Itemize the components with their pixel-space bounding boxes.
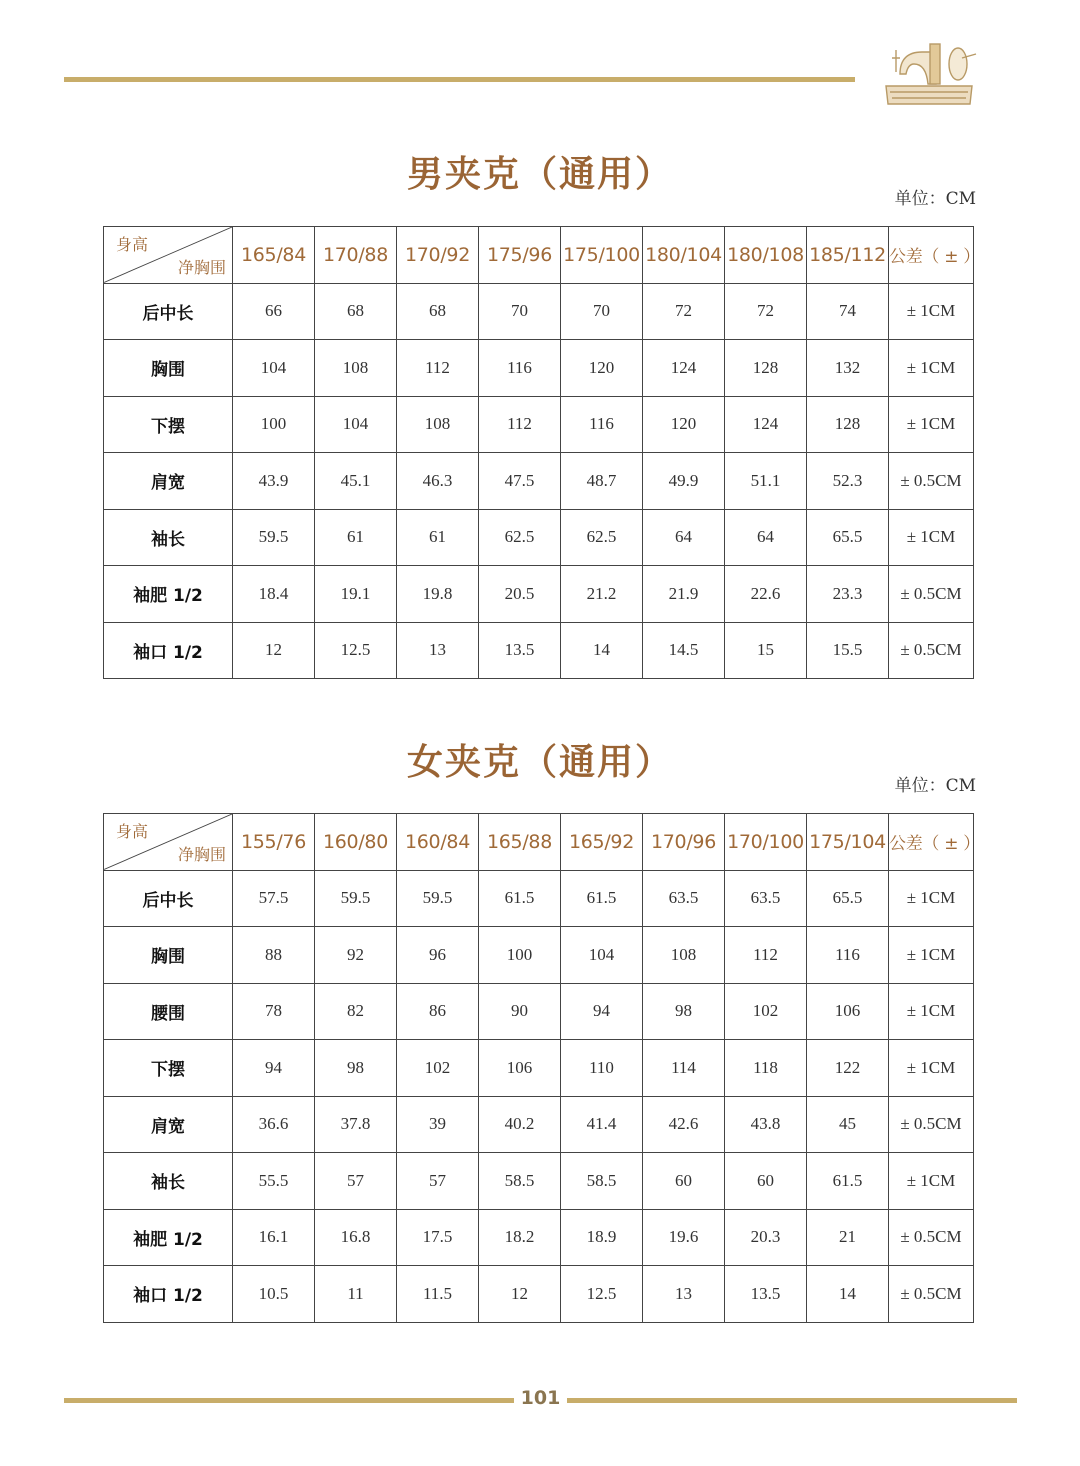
measurement-cell: 21	[807, 1209, 889, 1266]
womens-table-body	[104, 870, 974, 1322]
measurement-cell: 61	[397, 509, 479, 566]
measurement-cell: 106	[479, 1040, 561, 1097]
measurement-cell: 19.6	[643, 1209, 725, 1266]
tolerance-cell: ± 0.5CM	[889, 1266, 974, 1323]
measurement-cell: 114	[643, 1040, 725, 1097]
measurement-cell: 74	[807, 283, 889, 340]
row-label: 袖肥 1/2	[104, 1209, 233, 1266]
measurement-cell: 61.5	[561, 870, 643, 927]
measurement-cell: 14	[561, 622, 643, 679]
column-header: 185/112	[807, 227, 889, 284]
measurement-cell: 116	[807, 927, 889, 984]
measurement-cell: 13	[643, 1266, 725, 1323]
measurement-cell: 62.5	[479, 509, 561, 566]
corner-label-chest: 净胸围	[177, 844, 226, 864]
column-header: 165/88	[479, 814, 561, 871]
row-label: 腰围	[104, 983, 233, 1040]
measurement-cell: 57	[397, 1153, 479, 1210]
measurement-cell: 14.5	[643, 622, 725, 679]
column-header: 175/100	[561, 227, 643, 284]
measurement-cell: 48.7	[561, 453, 643, 510]
table-row	[104, 396, 974, 453]
tolerance-cell: ± 1CM	[889, 396, 974, 453]
measurement-cell: 63.5	[725, 870, 807, 927]
row-label: 后中长	[104, 283, 233, 340]
table-row	[104, 566, 974, 623]
measurement-cell: 52.3	[807, 453, 889, 510]
measurement-cell: 98	[643, 983, 725, 1040]
row-label: 肩宽	[104, 453, 233, 510]
measurement-cell: 88	[233, 927, 315, 984]
measurement-cell: 60	[643, 1153, 725, 1210]
measurement-cell: 20.3	[725, 1209, 807, 1266]
measurement-cell: 16.1	[233, 1209, 315, 1266]
row-label: 后中长	[104, 870, 233, 927]
measurement-cell: 104	[315, 396, 397, 453]
measurement-cell: 59.5	[315, 870, 397, 927]
row-label: 袖长	[104, 509, 233, 566]
measurement-cell: 66	[233, 283, 315, 340]
measurement-cell: 57	[315, 1153, 397, 1210]
measurement-cell: 45	[807, 1096, 889, 1153]
measurement-cell: 40.2	[479, 1096, 561, 1153]
footer-rule-left	[64, 1398, 514, 1403]
measurement-cell: 106	[807, 983, 889, 1040]
measurement-cell: 21.9	[643, 566, 725, 623]
column-header: 180/104	[643, 227, 725, 284]
measurement-cell: 13.5	[725, 1266, 807, 1323]
measurement-cell: 72	[725, 283, 807, 340]
corner-label-chest: 净胸围	[177, 257, 226, 277]
measurement-cell: 46.3	[397, 453, 479, 510]
tolerance-cell: ± 1CM	[889, 509, 974, 566]
tolerance-column-header: 公差（ ± ）	[889, 227, 974, 284]
measurement-cell: 22.6	[725, 566, 807, 623]
measurement-cell: 104	[561, 927, 643, 984]
measurement-cell: 19.1	[315, 566, 397, 623]
measurement-cell: 72	[643, 283, 725, 340]
measurement-cell: 18.9	[561, 1209, 643, 1266]
measurement-cell: 37.8	[315, 1096, 397, 1153]
measurement-cell: 12.5	[315, 622, 397, 679]
measurement-cell: 100	[233, 396, 315, 453]
corner-header-cell	[104, 227, 233, 284]
measurement-cell: 124	[643, 340, 725, 397]
tolerance-cell: ± 1CM	[889, 340, 974, 397]
table-row	[104, 622, 974, 679]
measurement-cell: 12	[479, 1266, 561, 1323]
table-row	[104, 1153, 974, 1210]
measurement-cell: 47.5	[479, 453, 561, 510]
column-header: 175/104	[807, 814, 889, 871]
column-header: 160/84	[397, 814, 479, 871]
measurement-cell: 16.8	[315, 1209, 397, 1266]
measurement-cell: 20.5	[479, 566, 561, 623]
measurement-cell: 86	[397, 983, 479, 1040]
table-row	[104, 1266, 974, 1323]
measurement-cell: 51.1	[725, 453, 807, 510]
measurement-cell: 108	[315, 340, 397, 397]
tolerance-cell: ± 1CM	[889, 1040, 974, 1097]
measurement-cell: 60	[725, 1153, 807, 1210]
measurement-cell: 12.5	[561, 1266, 643, 1323]
column-header: 170/88	[315, 227, 397, 284]
column-header: 165/92	[561, 814, 643, 871]
column-header: 170/100	[725, 814, 807, 871]
table-row	[104, 870, 974, 927]
measurement-cell: 12	[233, 622, 315, 679]
tolerance-cell: ± 1CM	[889, 927, 974, 984]
table-header-row	[104, 227, 974, 284]
measurement-cell: 21.2	[561, 566, 643, 623]
row-label: 袖口 1/2	[104, 1266, 233, 1323]
column-header: 170/96	[643, 814, 725, 871]
mens-jacket-size-table	[103, 226, 980, 679]
measurement-cell: 43.8	[725, 1096, 807, 1153]
tolerance-cell: ± 1CM	[889, 983, 974, 1040]
measurement-cell: 23.3	[807, 566, 889, 623]
table-row	[104, 509, 974, 566]
measurement-cell: 94	[561, 983, 643, 1040]
column-header: 165/84	[233, 227, 315, 284]
table-row	[104, 1040, 974, 1097]
tolerance-cell: ± 0.5CM	[889, 1096, 974, 1153]
measurement-cell: 82	[315, 983, 397, 1040]
table-row	[104, 1096, 974, 1153]
measurement-cell: 100	[479, 927, 561, 984]
measurement-cell: 13	[397, 622, 479, 679]
measurement-cell: 120	[643, 396, 725, 453]
measurement-cell: 15	[725, 622, 807, 679]
measurement-cell: 132	[807, 340, 889, 397]
measurement-cell: 18.2	[479, 1209, 561, 1266]
measurement-cell: 116	[479, 340, 561, 397]
sewing-machine-icon	[878, 38, 980, 108]
measurement-cell: 17.5	[397, 1209, 479, 1266]
measurement-cell: 128	[725, 340, 807, 397]
measurement-cell: 68	[397, 283, 479, 340]
measurement-cell: 92	[315, 927, 397, 984]
measurement-cell: 112	[725, 927, 807, 984]
measurement-cell: 128	[807, 396, 889, 453]
column-header: 160/80	[315, 814, 397, 871]
measurement-cell: 108	[643, 927, 725, 984]
row-label: 袖肥 1/2	[104, 566, 233, 623]
row-label: 袖长	[104, 1153, 233, 1210]
measurement-cell: 11.5	[397, 1266, 479, 1323]
row-label: 下摆	[104, 396, 233, 453]
measurement-cell: 70	[479, 283, 561, 340]
column-header: 170/92	[397, 227, 479, 284]
measurement-cell: 120	[561, 340, 643, 397]
table-row	[104, 340, 974, 397]
measurement-cell: 59.5	[233, 509, 315, 566]
measurement-cell: 13.5	[479, 622, 561, 679]
measurement-cell: 39	[397, 1096, 479, 1153]
measurement-cell: 104	[233, 340, 315, 397]
table-row	[104, 983, 974, 1040]
mens-unit-label: 单位：CM	[894, 189, 976, 209]
measurement-cell: 98	[315, 1040, 397, 1097]
measurement-cell: 57.5	[233, 870, 315, 927]
tolerance-cell: ± 1CM	[889, 283, 974, 340]
row-label: 下摆	[104, 1040, 233, 1097]
womens-jacket-size-table	[103, 813, 980, 1323]
measurement-cell: 112	[479, 396, 561, 453]
measurement-cell: 78	[233, 983, 315, 1040]
womens-jacket-title: 女夹克（通用）	[406, 741, 673, 783]
measurement-cell: 96	[397, 927, 479, 984]
measurement-cell: 68	[315, 283, 397, 340]
table-row	[104, 453, 974, 510]
measurement-cell: 108	[397, 396, 479, 453]
measurement-cell: 102	[725, 983, 807, 1040]
footer-rule-right	[567, 1398, 1017, 1403]
mens-table-body	[104, 283, 974, 679]
row-label: 袖口 1/2	[104, 622, 233, 679]
measurement-cell: 10.5	[233, 1266, 315, 1323]
tolerance-cell: ± 0.5CM	[889, 566, 974, 623]
measurement-cell: 112	[397, 340, 479, 397]
measurement-cell: 70	[561, 283, 643, 340]
table-row	[104, 283, 974, 340]
measurement-cell: 64	[643, 509, 725, 566]
measurement-cell: 110	[561, 1040, 643, 1097]
header-rule	[64, 77, 855, 82]
column-header: 180/108	[725, 227, 807, 284]
row-label: 胸围	[104, 340, 233, 397]
measurement-cell: 124	[725, 396, 807, 453]
measurement-cell: 19.8	[397, 566, 479, 623]
measurement-cell: 43.9	[233, 453, 315, 510]
tolerance-cell: ± 0.5CM	[889, 453, 974, 510]
tolerance-cell: ± 1CM	[889, 1153, 974, 1210]
measurement-cell: 42.6	[643, 1096, 725, 1153]
table-row	[104, 927, 974, 984]
measurement-cell: 64	[725, 509, 807, 566]
measurement-cell: 58.5	[561, 1153, 643, 1210]
measurement-cell: 41.4	[561, 1096, 643, 1153]
measurement-cell: 36.6	[233, 1096, 315, 1153]
measurement-cell: 90	[479, 983, 561, 1040]
mens-jacket-title: 男夹克（通用）	[406, 153, 673, 195]
measurement-cell: 65.5	[807, 870, 889, 927]
measurement-cell: 61.5	[479, 870, 561, 927]
womens-unit-label: 单位：CM	[894, 776, 976, 796]
measurement-cell: 45.1	[315, 453, 397, 510]
measurement-cell: 14	[807, 1266, 889, 1323]
measurement-cell: 62.5	[561, 509, 643, 566]
measurement-cell: 61	[315, 509, 397, 566]
corner-label-height: 身高	[116, 235, 149, 254]
measurement-cell: 63.5	[643, 870, 725, 927]
measurement-cell: 122	[807, 1040, 889, 1097]
corner-label-height: 身高	[116, 822, 149, 841]
measurement-cell: 49.9	[643, 453, 725, 510]
tolerance-column-header: 公差（ ± ）	[889, 814, 974, 871]
measurement-cell: 102	[397, 1040, 479, 1097]
measurement-cell: 58.5	[479, 1153, 561, 1210]
tolerance-cell: ± 0.5CM	[889, 622, 974, 679]
tolerance-cell: ± 0.5CM	[889, 1209, 974, 1266]
row-label: 肩宽	[104, 1096, 233, 1153]
page-number: 101	[520, 1387, 561, 1409]
corner-header-cell	[104, 814, 233, 871]
measurement-cell: 94	[233, 1040, 315, 1097]
column-header: 175/96	[479, 227, 561, 284]
measurement-cell: 11	[315, 1266, 397, 1323]
row-label: 胸围	[104, 927, 233, 984]
measurement-cell: 55.5	[233, 1153, 315, 1210]
column-header: 155/76	[233, 814, 315, 871]
measurement-cell: 61.5	[807, 1153, 889, 1210]
measurement-cell: 59.5	[397, 870, 479, 927]
table-header-row	[104, 814, 974, 871]
tolerance-cell: ± 1CM	[889, 870, 974, 927]
table-row	[104, 1209, 974, 1266]
measurement-cell: 18.4	[233, 566, 315, 623]
measurement-cell: 118	[725, 1040, 807, 1097]
measurement-cell: 65.5	[807, 509, 889, 566]
measurement-cell: 116	[561, 396, 643, 453]
measurement-cell: 15.5	[807, 622, 889, 679]
